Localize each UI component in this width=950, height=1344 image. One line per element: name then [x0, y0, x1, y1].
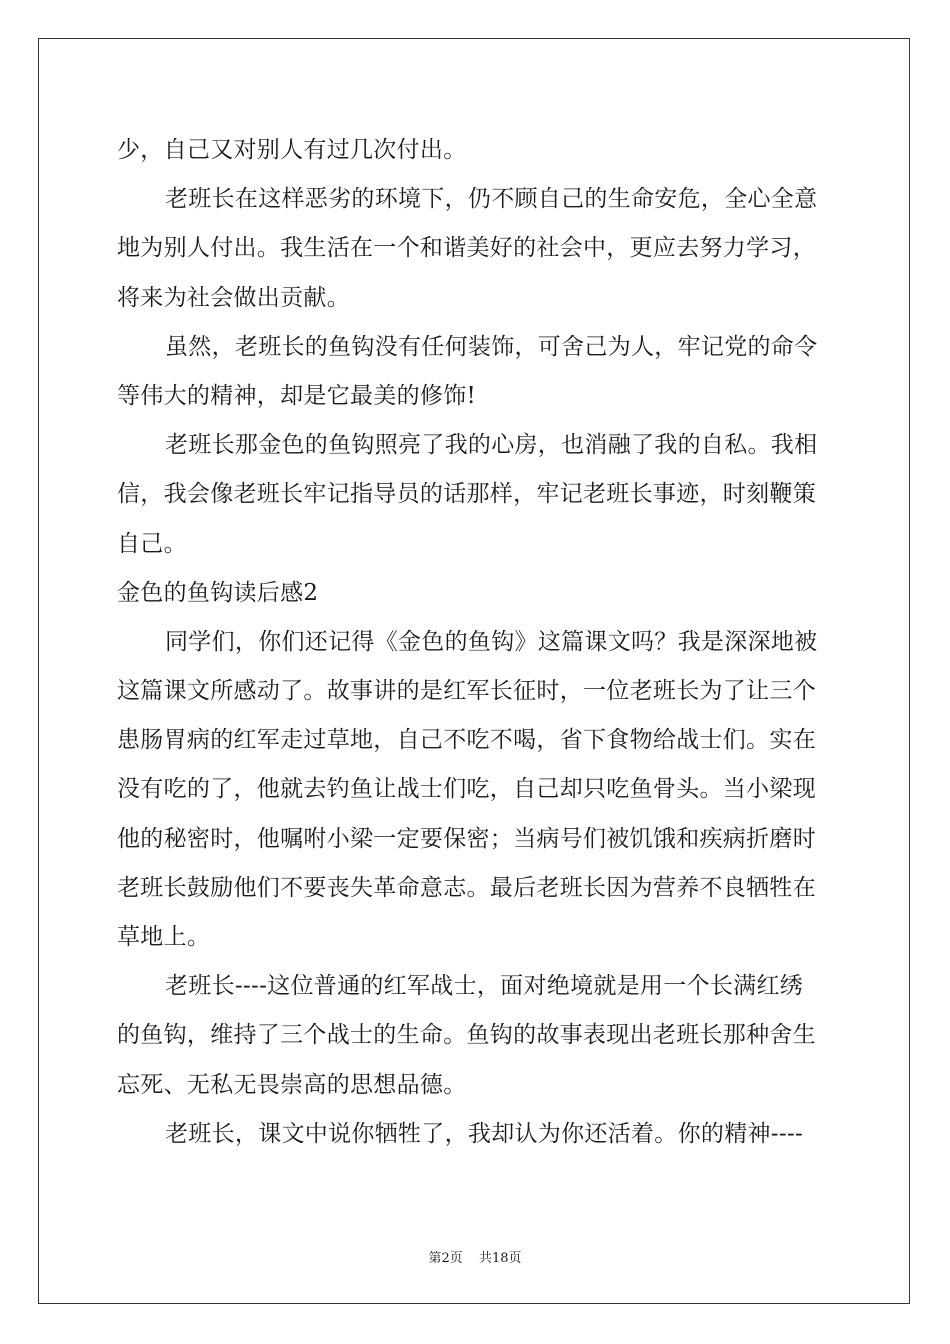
text-line: 信，我会像老班长牢记指导员的话那样，牢记老班长事迹，时刻鞭策	[117, 481, 816, 508]
text-line: 老班长在这样恶劣的环境下，仍不顾自己的生命安危，全心全意	[165, 186, 818, 213]
text-line: 自己。	[117, 530, 187, 557]
text-line: 同学们，你们还记得《金色的鱼钩》这篇课文吗？我是深深地被	[165, 628, 818, 655]
text-line: 虽然，老班长的鱼钩没有任何装饰，可舍己为人，牢记党的命令	[165, 333, 818, 360]
text-line: 这篇课文所感动了。故事讲的是红军长征时，一位老班长为了让三个	[117, 678, 816, 705]
page-footer	[0, 1247, 950, 1266]
text-line: 草地上。	[117, 924, 211, 950]
text-line: 他的秘密时，他嘱咐小梁一定要保密；当病号们被饥饿和疾病折磨时	[117, 825, 816, 852]
text-line: 老班长----这位普通的红军战士，面对绝境就是用一个长满红绣	[165, 973, 804, 1000]
section-heading: 金色的鱼钩读后感2	[117, 579, 319, 606]
text-line: 老班长鼓励他们不要丧失革命意志。最后老班长因为营养不良牺牲在	[117, 874, 816, 901]
text-line: 地为别人付出。我生活在一个和谐美好的社会中，更应去努力学习，	[117, 235, 816, 262]
page-number: 第2页	[428, 1251, 463, 1266]
text-line: 没有吃的了，他就去钓鱼让战士们吃，自己却只吃鱼骨头。当小梁现	[117, 776, 816, 803]
text-line: 等伟大的精神，却是它最美的修饰!	[117, 382, 477, 409]
text-line: 老班长那金色的鱼钩照亮了我的心房，也消融了我的自私。我相	[165, 432, 818, 459]
document-body	[117, 126, 833, 1159]
text-line: 将来为社会做出贡献。	[117, 284, 350, 311]
text-line: 老班长，课文中说你牺牲了，我却认为你还活着。你的精神----	[165, 1120, 804, 1147]
page-total: 共18页	[478, 1251, 522, 1266]
text-line: 忘死、无私无畏崇高的思想品德。	[117, 1071, 467, 1098]
text-line: 少，自己又对别人有过几次付出。	[117, 137, 467, 163]
text-line: 的鱼钩，维持了三个战士的生命。鱼钩的故事表现出老班长那种舍生	[117, 1022, 816, 1049]
text-line: 患肠胃病的红军走过草地，自己不吃不喝，省下食物给战士们。实在	[117, 727, 816, 754]
